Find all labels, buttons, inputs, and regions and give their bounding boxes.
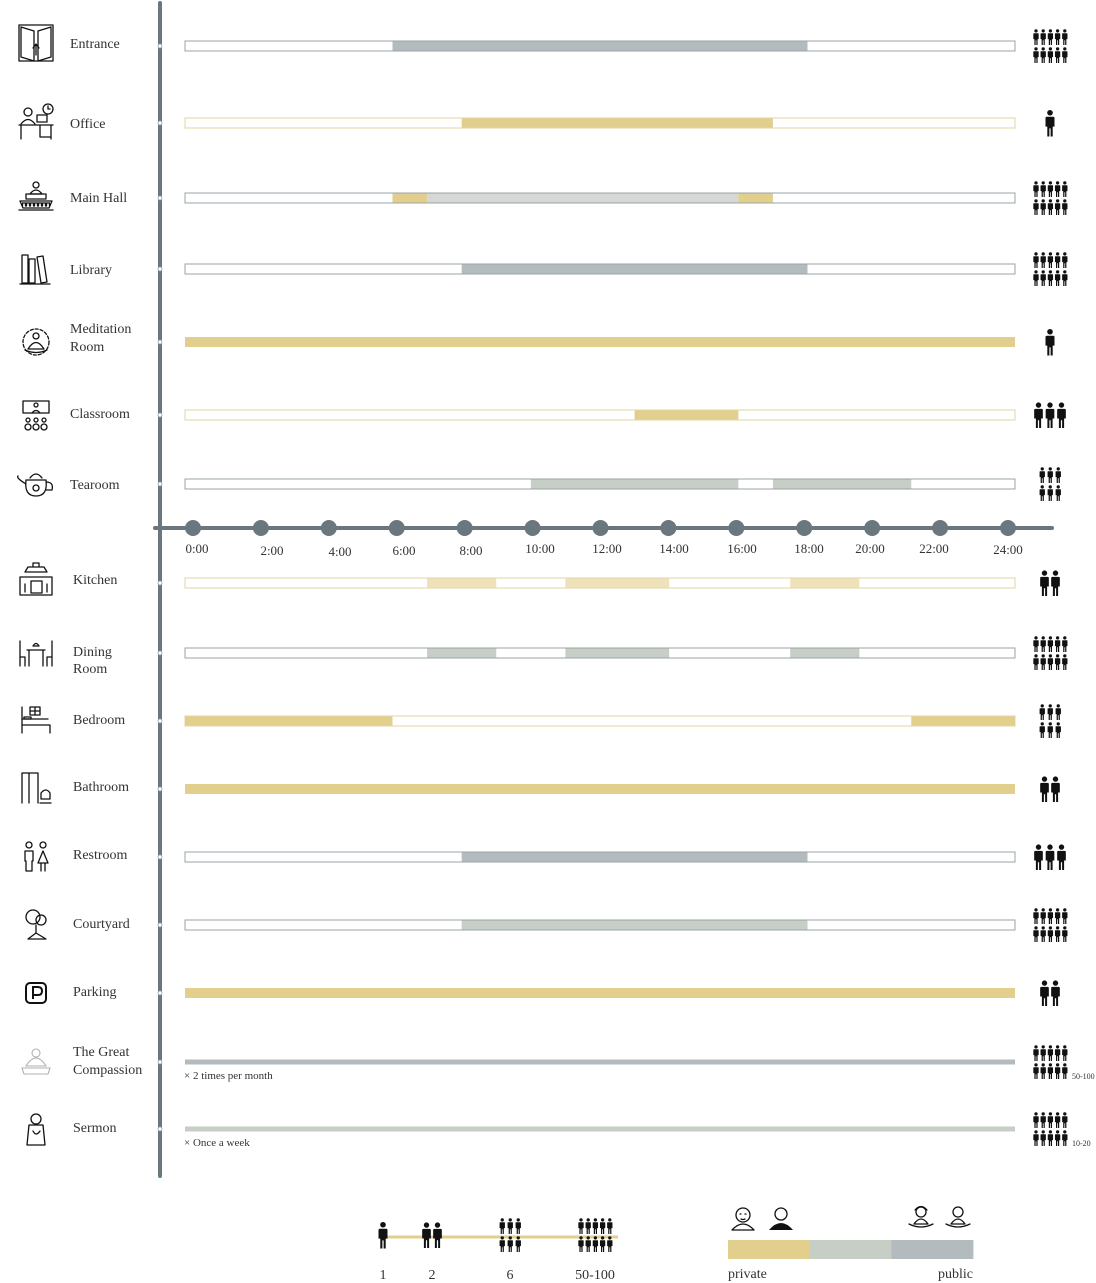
time-tick-dot [525, 520, 541, 536]
time-tick-label: 2:00 [260, 543, 284, 558]
person-glyph [1041, 199, 1046, 215]
row-the-great-compassion [22, 1045, 1095, 1082]
person-glyph [600, 1218, 605, 1234]
person-glyph [1046, 110, 1055, 137]
person-glyph [1040, 467, 1045, 483]
usage-segment [185, 1060, 1015, 1065]
person-glyph [1048, 908, 1053, 924]
people-legend-label: 50-100 [575, 1268, 615, 1283]
space-label: Courtyard [73, 917, 130, 932]
person-glyph [1055, 47, 1060, 63]
time-tick-dot [593, 520, 609, 536]
spine-dot [158, 855, 162, 859]
monk-face-icon [732, 1208, 754, 1230]
person-glyph [1033, 654, 1038, 670]
person-glyph [1048, 926, 1053, 942]
people-range-label: 50-100 [1072, 1072, 1095, 1081]
person-glyph [1048, 252, 1053, 268]
space-label: Room [73, 662, 108, 677]
time-tick-label: 24:00 [993, 542, 1023, 557]
person-glyph [1051, 980, 1060, 1006]
time-tick-label: 16:00 [727, 541, 757, 556]
person-glyph [586, 1218, 591, 1234]
person-glyph [1033, 926, 1038, 942]
person-glyph [1048, 636, 1053, 652]
row-entrance [19, 25, 1067, 63]
person-glyph [593, 1218, 598, 1234]
time-tick-dot [389, 520, 405, 536]
person-glyph [607, 1236, 612, 1252]
person-glyph [600, 1236, 605, 1252]
time-tick-label: 4:00 [328, 544, 352, 559]
usage-segment [462, 119, 773, 128]
person-glyph [578, 1236, 583, 1252]
teapot-icon [18, 474, 53, 496]
person-glyph [593, 1236, 598, 1252]
space-label: Parking [73, 985, 117, 1000]
altar-icon [19, 182, 53, 210]
time-tick-dot [660, 520, 676, 536]
row-dining-room [20, 636, 1067, 677]
usage-segment [773, 480, 911, 489]
person-glyph [1062, 181, 1067, 197]
spine-dot [158, 991, 162, 995]
monk-icon [27, 1114, 45, 1145]
person-glyph [1033, 252, 1038, 268]
person-glyph [1033, 1063, 1038, 1079]
classroom-icon [23, 401, 49, 430]
restroom-icon [25, 842, 48, 871]
time-tick-label: 8:00 [459, 543, 483, 558]
person-glyph [1041, 636, 1046, 652]
time-tick-label: 18:00 [794, 541, 824, 556]
person-glyph [1062, 908, 1067, 924]
space-label: Room [70, 340, 105, 355]
person-glyph [1040, 776, 1049, 802]
space-label: Classroom [70, 407, 130, 422]
row-bedroom [22, 704, 1061, 738]
person-glyph [1055, 1063, 1060, 1079]
track-outline [185, 410, 1015, 420]
person-glyph [1062, 1112, 1067, 1128]
row-sermon [27, 1112, 1091, 1149]
shower-icon [22, 773, 51, 803]
people-legend-label: 6 [506, 1268, 514, 1283]
time-tick-dot [796, 520, 812, 536]
door-icon [19, 25, 53, 61]
person-glyph [1033, 636, 1038, 652]
time-tick-dot [185, 520, 201, 536]
person-glyph [1041, 252, 1046, 268]
person-glyph [1034, 844, 1043, 870]
person-glyph [500, 1218, 505, 1234]
meditation-icon [23, 329, 49, 355]
person-glyph [1062, 636, 1067, 652]
person-glyph [1048, 181, 1053, 197]
row-parking [26, 980, 1060, 1006]
people-legend-label: 1 [379, 1268, 387, 1283]
spine-dot [158, 340, 162, 344]
time-tick-label: 6:00 [392, 543, 416, 558]
person-glyph [1048, 467, 1053, 483]
person-glyph [1033, 270, 1038, 286]
person-glyph [1048, 47, 1053, 63]
space-label: Tearoom [70, 478, 120, 493]
person-glyph [422, 1222, 431, 1248]
person-glyph [508, 1218, 513, 1234]
person-glyph [1046, 402, 1055, 428]
usage-segment [185, 988, 1015, 998]
time-tick-label: 12:00 [592, 541, 622, 556]
bed-icon [22, 707, 50, 733]
person-glyph [1057, 844, 1066, 870]
space-label: Compassion [73, 1063, 143, 1078]
person-glyph [1055, 1112, 1060, 1128]
person-glyph [1040, 570, 1049, 596]
person-glyph [1062, 926, 1067, 942]
usage-segment [393, 42, 808, 51]
privacy-left-label: private [728, 1267, 767, 1282]
legend-layer [379, 1207, 974, 1283]
spine-dot [158, 121, 162, 125]
person-glyph [1055, 654, 1060, 670]
person-glyph [1055, 1045, 1060, 1061]
person-glyph [1062, 1045, 1067, 1061]
person-glyph [1046, 844, 1055, 870]
person-glyph [1041, 29, 1046, 45]
usage-segment [531, 480, 739, 489]
spine-dot [158, 787, 162, 791]
tree-icon [26, 910, 46, 939]
person-glyph [1051, 570, 1060, 596]
frequency-note: × 2 times per month [184, 1070, 273, 1082]
seated-nun-icon [909, 1207, 933, 1228]
person-glyph [1055, 199, 1060, 215]
dining-table-icon [20, 641, 52, 666]
spine-dot [158, 581, 162, 585]
usage-segment [635, 411, 739, 420]
person-glyph [1041, 270, 1046, 286]
books-icon [20, 255, 50, 284]
person-glyph [1048, 485, 1053, 501]
spine-dot [158, 196, 162, 200]
row-office [19, 104, 1055, 139]
privacy-swatch-mid [810, 1240, 892, 1259]
usage-segment [565, 649, 669, 658]
person-glyph [1055, 926, 1060, 942]
spine-dot [158, 44, 162, 48]
row-kitchen [20, 563, 1060, 596]
person-glyph [1033, 47, 1038, 63]
robed-monk-icon [769, 1208, 793, 1230]
person-glyph [379, 1222, 388, 1249]
person-glyph [1041, 1045, 1046, 1061]
spine-dot [158, 1127, 162, 1131]
time-tick-label: 20:00 [855, 541, 885, 556]
person-glyph [433, 1222, 442, 1248]
time-tick-dot [253, 520, 269, 536]
row-bathroom [22, 773, 1060, 803]
person-glyph [1062, 199, 1067, 215]
time-tick-label: 0:00 [185, 541, 209, 556]
person-glyph [1055, 270, 1060, 286]
person-glyph [1055, 908, 1060, 924]
time-tick-label: 22:00 [919, 541, 949, 556]
spine-dot [158, 413, 162, 417]
time-tick-label: 10:00 [525, 541, 555, 556]
person-glyph [1062, 252, 1067, 268]
space-label: Bedroom [73, 713, 126, 728]
person-glyph [1033, 181, 1038, 197]
time-tick-dot [728, 520, 744, 536]
time-tick-dot [321, 520, 337, 536]
usage-segment [393, 194, 428, 203]
privacy-right-label: public [938, 1267, 973, 1282]
person-glyph [1062, 47, 1067, 63]
usage-segment [185, 337, 1015, 347]
person-glyph [586, 1236, 591, 1252]
person-glyph [1055, 1130, 1060, 1146]
person-glyph [1056, 467, 1061, 483]
person-glyph [1055, 636, 1060, 652]
people-range-label: 10-20 [1072, 1139, 1091, 1148]
person-glyph [1048, 704, 1053, 720]
person-glyph [1041, 1063, 1046, 1079]
usage-segment [185, 1127, 1015, 1132]
usage-segment [462, 921, 808, 930]
person-glyph [1041, 181, 1046, 197]
row-meditation-room [23, 322, 1055, 356]
person-glyph [1040, 485, 1045, 501]
time-axis-layer [155, 520, 1052, 559]
time-tick-dot [457, 520, 473, 536]
spine-dot [158, 1060, 162, 1064]
usage-segment [738, 194, 773, 203]
person-glyph [1048, 654, 1053, 670]
spine-dot [158, 719, 162, 723]
row-library [20, 252, 1067, 286]
privacy-swatch-private [728, 1240, 810, 1259]
person-glyph [1057, 402, 1066, 428]
usage-segment [790, 649, 859, 658]
person-glyph [1041, 654, 1046, 670]
person-glyph [1062, 1130, 1067, 1146]
person-glyph [1055, 181, 1060, 197]
space-label: Office [70, 117, 106, 132]
person-glyph [1048, 199, 1053, 215]
person-glyph [1056, 704, 1061, 720]
person-glyph [1041, 926, 1046, 942]
row-classroom [23, 401, 1066, 430]
person-glyph [578, 1218, 583, 1234]
usage-segment [427, 194, 738, 203]
person-glyph [1040, 704, 1045, 720]
person-glyph [1048, 1112, 1053, 1128]
space-label: Bathroom [73, 780, 129, 795]
person-glyph [1062, 29, 1067, 45]
person-glyph [1034, 402, 1043, 428]
buddha-statue-icon [22, 1049, 50, 1074]
person-glyph [1040, 722, 1045, 738]
space-label: Entrance [70, 37, 120, 52]
usage-segment [565, 579, 669, 588]
space-label: Main Hall [70, 191, 128, 206]
office-desk-icon [19, 104, 53, 139]
privacy-legend [728, 1207, 973, 1283]
person-glyph [1041, 47, 1046, 63]
person-glyph [1048, 270, 1053, 286]
space-label: Library [70, 263, 112, 278]
person-glyph [1062, 1063, 1067, 1079]
row-main-hall [19, 181, 1067, 215]
usage-segment [427, 579, 496, 588]
row-tearoom [18, 467, 1061, 501]
space-label: Dining [73, 645, 112, 660]
person-glyph [1033, 29, 1038, 45]
person-glyph [1033, 908, 1038, 924]
person-glyph [1048, 1130, 1053, 1146]
space-rows-layer [18, 25, 1095, 1149]
people-legend-label: 2 [428, 1268, 436, 1283]
space-label: The Great [73, 1045, 130, 1060]
person-glyph [1056, 722, 1061, 738]
usage-segment [462, 853, 808, 862]
kitchen-icon [20, 563, 52, 595]
person-glyph [1051, 776, 1060, 802]
person-glyph [1062, 654, 1067, 670]
person-glyph [1033, 1130, 1038, 1146]
time-tick-dot [1000, 520, 1016, 536]
person-glyph [1041, 1112, 1046, 1128]
usage-segment [185, 784, 1015, 794]
person-glyph [1041, 908, 1046, 924]
usage-segment [185, 717, 393, 726]
person-glyph [1046, 329, 1055, 356]
person-glyph [1048, 722, 1053, 738]
person-glyph [1062, 270, 1067, 286]
row-courtyard [26, 908, 1067, 942]
space-label: Restroom [73, 848, 128, 863]
people-legend [379, 1218, 619, 1283]
parking-icon [26, 983, 46, 1003]
time-tick-label: 14:00 [659, 541, 689, 556]
person-glyph [1048, 1063, 1053, 1079]
space-label: Sermon [73, 1121, 117, 1136]
row-restroom [25, 842, 1066, 871]
time-tick-dot [932, 520, 948, 536]
person-glyph [1033, 1045, 1038, 1061]
spine-dot [158, 923, 162, 927]
person-glyph [1048, 1045, 1053, 1061]
person-glyph [1055, 29, 1060, 45]
spine-dot [158, 482, 162, 486]
person-glyph [1048, 29, 1053, 45]
person-glyph [1033, 199, 1038, 215]
usage-segment [462, 265, 808, 274]
space-label: Kitchen [73, 573, 118, 588]
person-glyph [1041, 1130, 1046, 1146]
person-glyph [1055, 252, 1060, 268]
usage-segment [790, 579, 859, 588]
person-glyph [508, 1236, 513, 1252]
time-tick-dot [864, 520, 880, 536]
person-glyph [1033, 1112, 1038, 1128]
person-glyph [1040, 980, 1049, 1006]
usage-segment [427, 649, 496, 658]
person-glyph [516, 1218, 521, 1234]
space-label: Meditation [70, 322, 132, 337]
privacy-swatch-public [891, 1240, 973, 1259]
usage-segment [911, 717, 1015, 726]
person-glyph [516, 1236, 521, 1252]
person-glyph [1056, 485, 1061, 501]
frequency-note: × Once a week [184, 1137, 250, 1149]
seated-layperson-icon [946, 1207, 970, 1227]
person-glyph [607, 1218, 612, 1234]
person-glyph [500, 1236, 505, 1252]
spine-dot [158, 651, 162, 655]
spine-dot [158, 267, 162, 271]
